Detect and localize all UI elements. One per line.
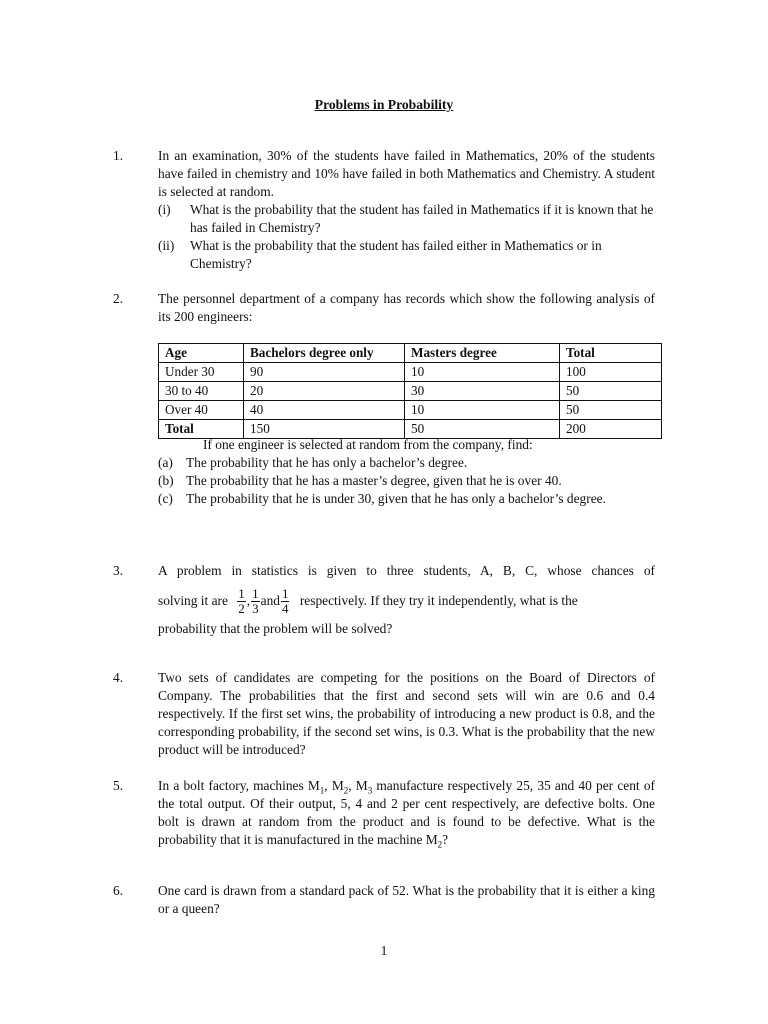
table-header-row: [159, 344, 662, 363]
sub-question-text: What is the probability that the student has failed either in Mathematics or in Chemistry?: [190, 238, 602, 271]
comma: ,: [246, 593, 251, 608]
question-body: [158, 147, 655, 273]
sub-question-text: The probability that he has a master’s degree, given that he is over 40.: [186, 473, 562, 488]
question-text: solving it are: [158, 593, 228, 608]
table-row: [159, 363, 662, 382]
sub-question: [158, 490, 655, 508]
table-header-cell: Bachelors degree only: [244, 344, 405, 363]
table-row: [159, 401, 662, 420]
sub-question-label: (a): [158, 455, 173, 470]
table-cell: 150: [244, 420, 405, 439]
table-cell: 10: [405, 363, 560, 382]
table-cell: 30 to 40: [159, 382, 244, 401]
table-row: [159, 382, 662, 401]
table-cell: Total: [159, 420, 244, 439]
sub-question-text: The probability that he is under 30, given that he has only a bachelor’s degree.: [186, 491, 606, 506]
table-header-cell: Masters degree: [405, 344, 560, 363]
sub-question-label: (b): [158, 473, 174, 488]
sub-question: [158, 454, 655, 472]
question-text: The personnel department of a company has records which show the following analysis of its 200 engineers:: [158, 291, 655, 324]
sub-question-label: (c): [158, 491, 173, 506]
question-number: 2.: [113, 291, 124, 306]
and-word: and: [260, 593, 280, 608]
table-cell: 20: [244, 382, 405, 401]
page-title: Problems in Probability: [314, 97, 454, 112]
question-text: One card is drawn from a standard pack of 52. What is the probability that it is either a king or a queen?: [158, 883, 655, 916]
question-text-line: [158, 584, 655, 618]
table-cell: 200: [560, 420, 662, 439]
table-header-cell: Age: [159, 344, 244, 363]
question-text: In an examination, 30% of the students have failed in Mathematics, 20% of the students have failed in chemistry and 10% have failed in both Mathematics and Chemistry. A student is selected at random.: [158, 148, 655, 199]
table-cell: 100: [560, 363, 662, 382]
table-header-cell: Total: [560, 344, 662, 363]
question-intro: If one engineer is selected at random from the company, find:: [203, 437, 533, 452]
sub-question-text: The probability that he has only a bachelor’s degree.: [186, 455, 468, 470]
sub-question: [158, 201, 655, 237]
table-cell: 40: [244, 401, 405, 420]
question-number: 4.: [113, 670, 124, 685]
table-cell: 50: [560, 401, 662, 420]
table-cell: 90: [244, 363, 405, 382]
fraction-quarter: $\frac{1}{4}$: [281, 586, 289, 617]
question-text-line: A problem in statistics is given to three students, A, B, C, whose chances of: [158, 563, 655, 578]
question-text: Two sets of candidates are competing for the positions on the Board of Directors of Company. The probabilities that the first and second sets will win are 0.6 and 0.4 respectively. If the first set wins, the probability of introducing a new product is 0.8, and the corresponding probability, if the second set wins, is 0.3. What is the probability that the new product will be introduced?: [158, 670, 655, 757]
engineers-table: [158, 343, 662, 439]
table-cell: 30: [405, 382, 560, 401]
sub-question-label: (ii): [158, 238, 175, 253]
question-body: [158, 562, 655, 638]
table-cell: 50: [560, 382, 662, 401]
fraction-half: $\frac{1}{2}$: [238, 586, 245, 617]
sub-question: [158, 237, 655, 273]
page-number: 1: [380, 943, 388, 958]
question-text: In a bolt factory, machines $M_1$, $M_2$, $M_3$ manufacture respectively 25, 35 and 40 per cent of the total output. Of their output, 5, 4 and 2 per cent respectively, are defective bolts. One bolt is drawn at random from the product and is found to be defective. What is the probability that it is manufactured in the machine $M_2$?: [158, 778, 655, 850]
question-2-parts: [158, 436, 655, 508]
question-text-line: probability that the problem will be solved?: [158, 621, 393, 636]
question-number: 6.: [113, 883, 124, 898]
question-number: 3.: [113, 563, 124, 578]
question-number: 1.: [113, 148, 124, 163]
sub-question: [158, 472, 655, 490]
table-cell: Over 40: [159, 401, 244, 420]
question-text: respectively. If they try it independently, what is the: [299, 593, 578, 608]
table-cell: 10: [405, 401, 560, 420]
sub-question-text: What is the probability that the student has failed in Mathematics if it is known that he has failed in Chemistry?: [190, 202, 654, 235]
question-number: 5.: [113, 778, 124, 793]
table-cell: Under 30: [159, 363, 244, 382]
table-cell: 50: [405, 420, 560, 439]
sub-question-label: (i): [158, 202, 171, 217]
fraction-third: $\frac{1}{3}$: [252, 586, 259, 617]
